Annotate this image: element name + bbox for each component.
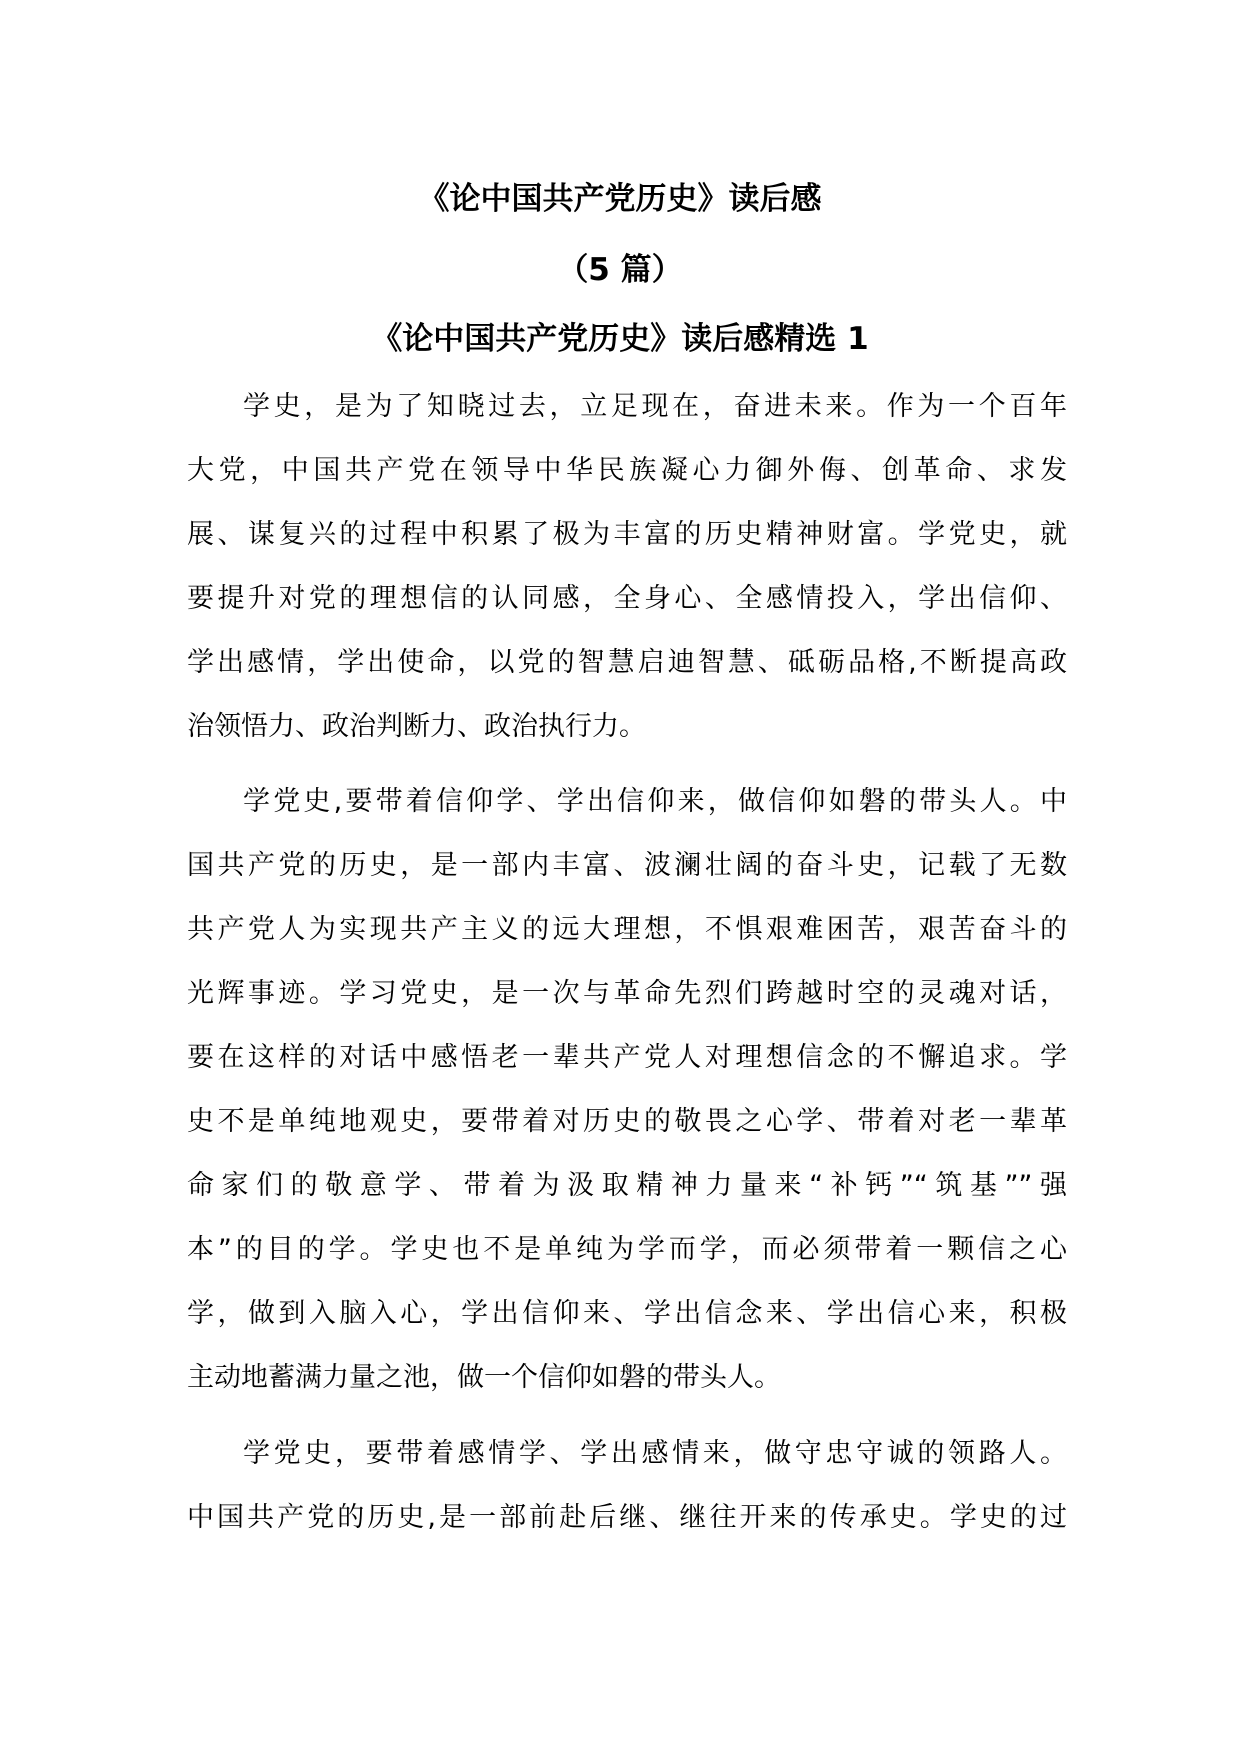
paragraph-line: 国共产党的历史，是一部内丰富、波澜壮阔的奋斗史，记载了无数 — [187, 850, 1067, 881]
paragraph-line: 光辉事迹。学习党史，是一次与革命先烈们跨越时空的灵魂对话， — [187, 978, 1067, 1009]
document-title: 《论中国共产党历史》读后感 — [418, 181, 822, 217]
section-heading: 《论中国共产党历史》读后感精选 1 — [371, 321, 869, 357]
paragraph-line: 共产党人为实现共产主义的远大理想，不惧艰难困苦，艰苦奋斗的 — [187, 914, 1067, 945]
paragraph-2 — [187, 770, 1067, 1410]
paragraph-line: 主动地蓄满力量之池，做一个信仰如磐的带头人。 — [187, 1362, 781, 1393]
paragraph-line: 学党史,要带着信仰学、学出信仰来，做信仰如磐的带头人。中 — [243, 786, 1067, 817]
paragraph-line: 治领悟力、政治判断力、政治执行力。 — [187, 711, 646, 742]
paragraph-line: 史不是单纯地观史，要带着对历史的敬畏之心学、带着对老一辈革 — [187, 1106, 1067, 1137]
paragraph-1 — [187, 375, 1067, 759]
paragraph-line: 大党，中国共产党在领导中华民族凝心力御外侮、创革命、求发 — [187, 455, 1067, 486]
paragraph-line: 本”的目的学。学史也不是单纯为学而学，而必须带着一颗信之心 — [187, 1234, 1067, 1265]
document-subtitle: （5 篇） — [557, 252, 683, 288]
paragraph-line: 学出感情，学出使命，以党的智慧启迪智慧、砥砺品格,不断提高政 — [187, 647, 1067, 678]
paragraph-line: 要在这样的对话中感悟老一辈共产党人对理想信念的不懈追求。学 — [187, 1042, 1067, 1073]
paragraph-line: 展、谋复兴的过程中积累了极为丰富的历史精神财富。学党史，就 — [187, 519, 1067, 550]
paragraph-3 — [187, 1422, 1067, 1550]
paragraph-line: 中国共产党的历史,是一部前赴后继、继往开来的传承史。学史的过 — [187, 1502, 1067, 1533]
paragraph-line: 学党史，要带着感情学、学出感情来，做守忠守诚的领路人。 — [243, 1438, 1067, 1469]
paragraph-line: 学，做到入脑入心，学出信仰来、学出信念来、学出信心来，积极 — [187, 1298, 1067, 1329]
paragraph-line: 学史，是为了知晓过去，立足现在，奋进未来。作为一个百年 — [243, 391, 1067, 422]
paragraph-line: 命家们的敬意学、带着为汲取精神力量来“补钙”“筑基””强 — [187, 1170, 1067, 1201]
paragraph-line: 要提升对党的理想信的认同感，全身心、全感情投入，学出信仰、 — [187, 583, 1067, 614]
